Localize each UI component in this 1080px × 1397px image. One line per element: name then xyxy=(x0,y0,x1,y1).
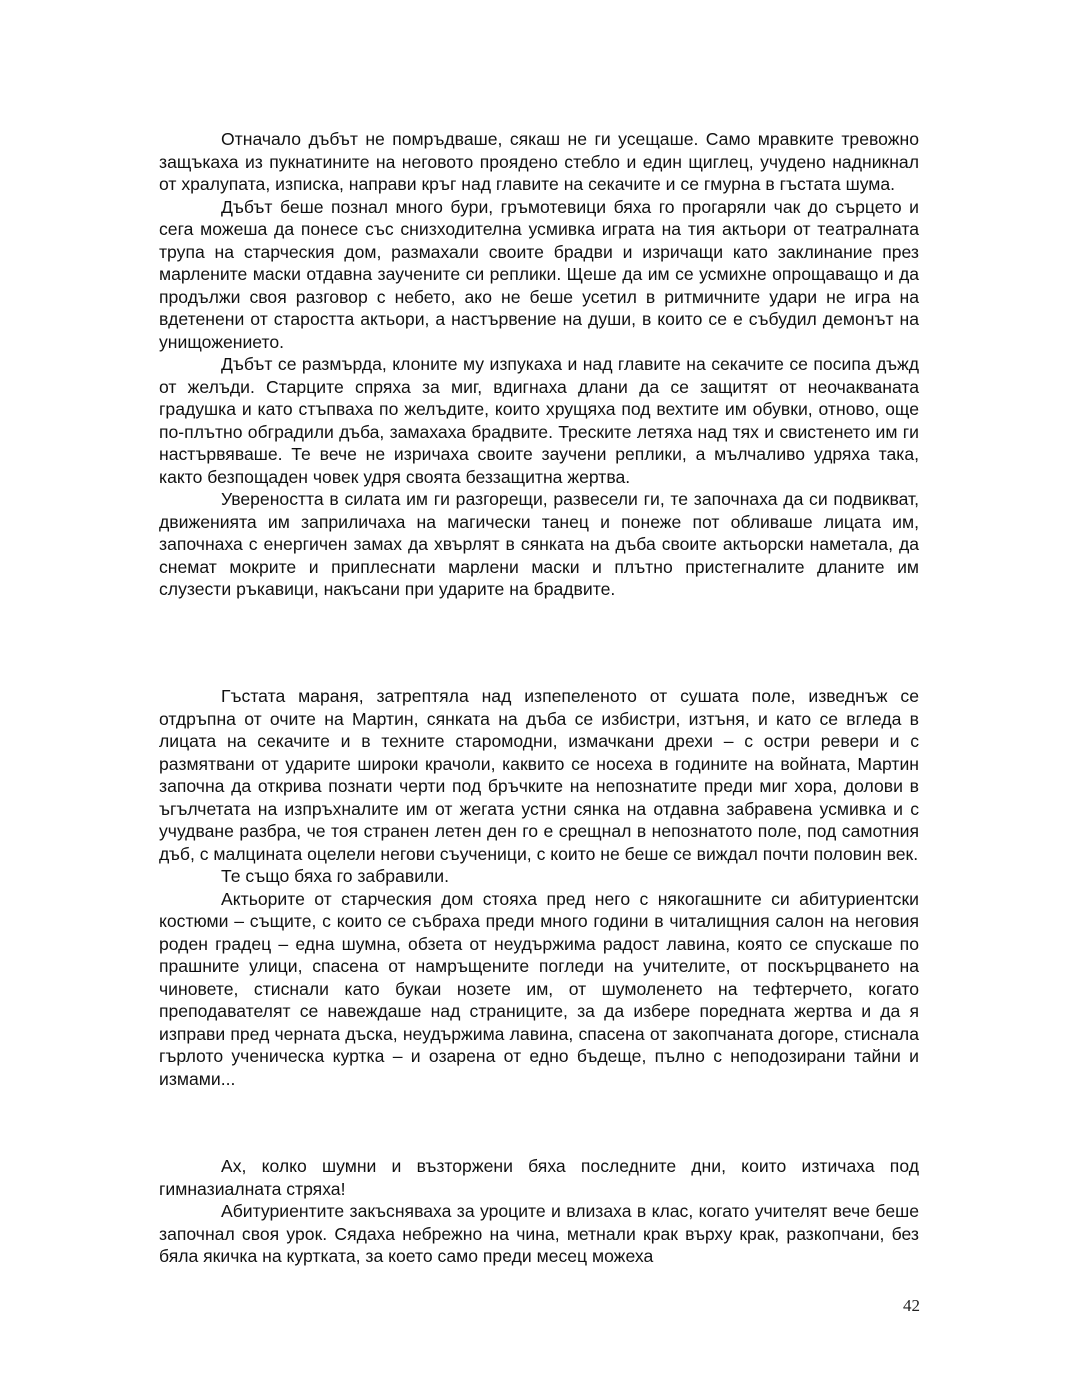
paragraph: Дъбът се размърда, клоните му изпукаха и над главите на секачите се посипа дъжд от желъди. Старците спряха за миг, вдигнаха длани да се защитят от неочакваната градушка и като стъпваха по желъдите, които хрущяха под вехтите им обувки, отново, още по-плътно обградили дъба, замахаха брадвите. Треските летяха над тях и свистенето им ги настървяваше. Те вече не изричаха своите заучени реплики, а мълчаливо удряха така, както безпощаден човек удря своята беззащитна жертва. xyxy=(159,354,919,487)
paragraph: Гъстата мараня, затрептяла над изпепеленото от сушата поле, изведнъж се отдръпна от очите на Мартин, сянката на дъба се избистри, изтъня, и като се вгледа в лицата на секачите и в техните старомодни, измачкани дрехи – с остри ревери и с размятвани от ударите широки крачоли, каквито се носеха в годините на войната, Мартин започна да открива познати черти под бръчките на непознатите преди миг хора, долови в ъгълчетата на изпръхналите им от жегата устни сянка на отдавна забравена усмивка и с учудване разбра, че тоя странен летен ден го е срещнал в непознатото поле, под самотния дъб, с малцината оцелели негови съученици, с които не беше се виждал почти половин век. xyxy=(159,686,919,864)
page-number: 42 xyxy=(903,1296,920,1315)
text-section-2 xyxy=(159,685,919,1090)
paragraph: Ах, колко шумни и възторжени бяха последните дни, които изтичаха под гимназиалната стряха! xyxy=(159,1156,919,1199)
paragraph: Дъбът беше познал много бури, гръмотевици бяха го прогаряли чак до сърцето и сега можеша да понесе със снизходителна усмивка играта на тия актьори от театралната трупа на старческия дом, размахали своите брадви и изричащи като заклинание през марлените маски отдавна заучените си реплики. Щеше да им се усмихне опрощаващо и да продължи своя разговор с небето, ако не беше усетил в ритмичните удари не игра на вдетенени от старостта актьори, а настървение на души, в които се е събудил демонът на унищожението. xyxy=(159,196,919,352)
paragraph: Абитуриентите закъсняваха за уроците и влизаха в клас, когато учителят вече беше започнал своя урок. Сядаха небрежно на чина, метнали крак върху крак, разкопчани, без бяла якичка на куртката, за което само преди месец можеха xyxy=(159,1201,919,1266)
text-section-1 xyxy=(159,128,919,601)
paragraph: Увереността в силата им ги разгорещи, развесели ги, те започнаха да си подвикват, движенията им заприличаха на магически танец и понеже пот обливаше лицата им, започнаха с енергичен замах да хвърлят в сянката на дъба своите актьорски наметала, да снемат мокрите и приплеснати марлени маски и плътно пристегналите дланите им слузести ръкавици, накъсани при ударите на брадвите. xyxy=(159,489,919,599)
paragraph: Отначало дъбът не помръдваше, сякаш не ги усещаше. Само мравките тревожно защъкаха из пукнатините на неговото проядено стебло и един щиглец, учудено надникнал от хралупата, изписка, направи кръг над главите на секачите и се гмурна в гъстата шума. xyxy=(159,129,919,194)
paragraph: Те също бяха го забравили. xyxy=(221,866,450,886)
paragraph: Актьорите от старческия дом стояха пред него с някогашните си абитуриентски костюми – същите, с които се събраха преди много години в читалищния салон на неговия роден градец – една шумна, обзета от неудържима радост лавина, която се спускаше по прашните улици, спасена от намръщените погледи на учителите, от поскърцването на чиновете, стиснали като букаи нозете им, от шумоленето на тефтерчето, когато преподавателят се навеждаше над страниците, за да избере поредната жертва и да я изправи пред черната дъска, неудържима лавина, спасена от закопчаната догоре, стиснала гърлото ученическа куртка – и озарена от едно бъдеще, пълно с неподозирани тайни и измами... xyxy=(159,888,919,1089)
text-section-3 xyxy=(159,1155,919,1268)
